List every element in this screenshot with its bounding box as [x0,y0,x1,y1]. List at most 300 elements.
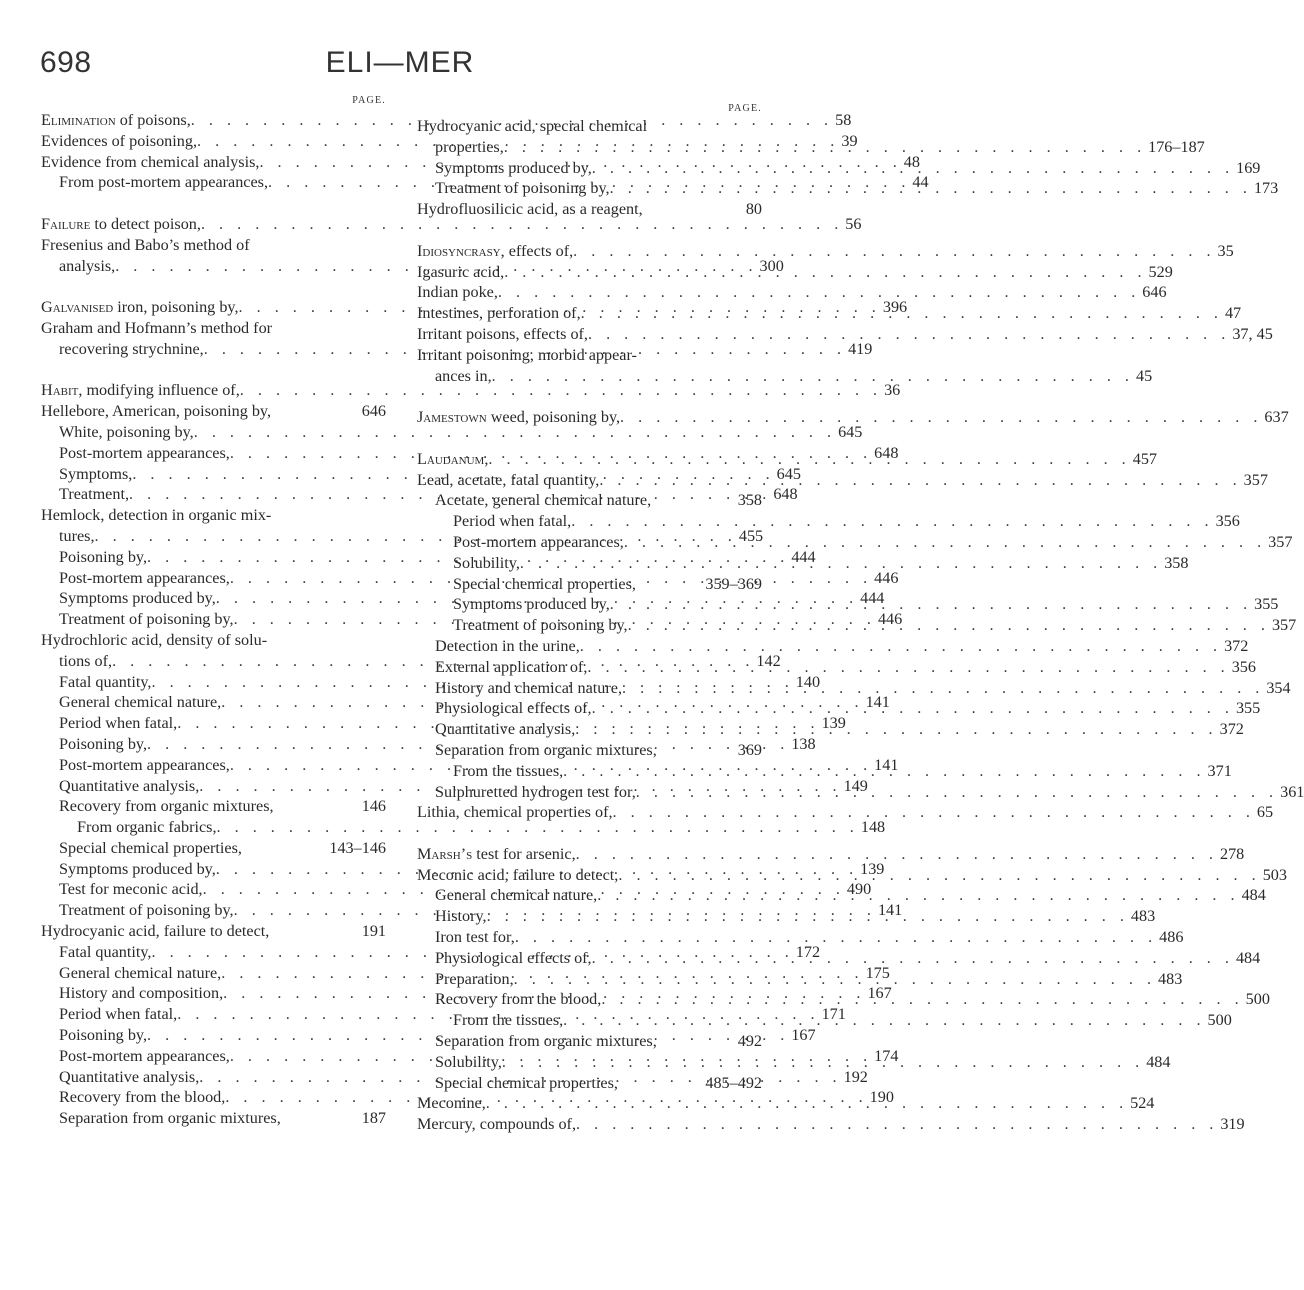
entry-label: Hydrochloric acid, density of solu- [41,630,268,649]
entry-page-ref: 139 [860,859,885,878]
entry-page-ref: 355 [1235,699,1261,718]
dot-leader [620,407,1264,428]
entry-text [435,1031,657,1052]
entry-text [435,782,636,803]
entry-text [59,692,221,713]
entry-text [59,963,221,984]
entry-label: Evidences of poisoning, [41,131,198,150]
entry-label: , modifying influence of, [78,381,240,400]
entry-text [59,172,268,193]
entry-label: Post-mortem appearances, [59,1046,230,1065]
entry-page-ref: 444 [860,589,885,608]
entry-page-ref: 358 [1164,553,1189,572]
dot-leader [592,948,1236,969]
entry-label: Iron test for, [435,928,515,947]
index-entry [417,116,762,137]
entry-page-ref: 187 [361,1109,386,1128]
index-entry [417,927,1184,948]
entry-text [435,137,504,158]
entry-page-ref: 372 [1224,636,1249,655]
entry-text [59,484,129,505]
entry-label: Graham and Hofmann’s method for [41,318,273,337]
entry-page-ref: 446 [877,610,903,629]
entry-text [435,740,657,761]
entry-page-ref: 503 [1262,865,1287,884]
entry-text [435,657,587,678]
entry-label: White, poisoning by, [59,422,194,441]
entry-label: tures, [59,526,95,545]
entry-label: Treatment of poisoning by, [435,179,610,198]
dot-leader [504,137,1148,158]
entry-text [417,865,618,886]
dot-leader [498,282,1142,303]
entry-page-ref: 455 [738,526,764,545]
entry-page-ref: 80 [745,200,762,219]
entry-text [435,158,592,179]
entry-label: General chemical nature, [59,963,222,982]
entry-text [435,178,610,199]
entry-page-ref: 484 [1235,948,1261,967]
entry-text [59,568,230,589]
entry-label: Quantitative analysis, [435,720,576,739]
entry-page-ref: 359–369 [705,574,762,593]
dot-leader [502,1052,1146,1073]
entry-page-ref: 648 [773,485,798,504]
entry-page-ref: 485–492 [705,1073,762,1092]
dot-leader [592,698,1236,719]
entry-label: Post-mortem appearances, [59,443,230,462]
dot-leader [563,761,1207,782]
entry-label: Period when fatal, [453,512,572,531]
entry-lead-term: Failure [41,214,91,233]
dot-leader [581,303,1225,324]
entry-text [41,131,197,152]
entry-text [417,407,620,428]
entry-page-ref: 369 [737,740,762,759]
entry-text [41,380,240,401]
entry-text [59,609,234,630]
entry-text [417,116,647,137]
entry-label: Hydrofluosilicic acid, as a reagent, [417,200,643,219]
entry-page-ref: 37, 45 [1232,324,1273,343]
entry-page-ref: 149 [843,776,868,795]
entry-text [435,906,487,927]
dot-leader [610,594,1254,615]
dot-leader [487,906,1131,927]
entry-page-ref: 167 [867,984,892,1003]
dot-leader [636,782,1280,803]
index-entry [417,1031,762,1052]
entry-text [59,1025,147,1046]
index-entry [41,630,386,651]
entry-page-ref: 138 [791,734,816,753]
entry-label: Quantitative analysis, [59,776,200,795]
entry-label: Acetate, general chemical nature, [435,491,652,510]
entry-label: From post-mortem appearances, [59,173,269,192]
entry-label: Meconine, [417,1094,486,1113]
entry-label: Meconic acid, failure to detect, [417,865,619,884]
entry-text [417,844,576,865]
entry-text [417,282,498,303]
entry-page-ref: 372 [1219,720,1244,739]
entry-label: Treatment of poisoning by, [59,901,234,920]
entry-page-ref: 529 [1148,262,1173,281]
entry-label: Solubility, [453,553,520,572]
entry-label: Recovery from organic mixtures, [59,797,274,816]
dot-leader [599,470,1243,491]
index-entry [41,505,386,526]
entry-label: Preparation, [435,969,514,988]
index-entry [417,740,762,761]
dot-leader [576,844,1220,865]
entry-gap [417,386,762,407]
entry-label: , effects of, [500,241,574,260]
entry-text [59,796,274,817]
entry-text [59,734,147,755]
entry-text [59,464,132,485]
entry-text [435,698,592,719]
entry-label: Separation from organic mixtures, [435,1032,657,1051]
entry-page-ref: 354 [1266,678,1291,697]
entry-page-ref: 146 [361,797,386,816]
entry-text [59,713,177,734]
entry-text [59,422,194,443]
index-entry [417,366,1153,387]
entry-page-ref: 500 [1207,1011,1232,1030]
dot-leader [587,657,1231,678]
entry-page-ref: 190 [869,1088,894,1107]
entry-text [435,636,580,657]
entry-text [435,678,622,699]
index-entry [41,1108,386,1129]
entry-text [59,1046,230,1067]
index-entry [41,214,862,235]
index-entry [41,235,386,256]
entry-label: Post-mortem appearances, [453,532,624,551]
entry-text [59,838,242,859]
dot-leader [486,1093,1130,1114]
entry-page-ref: 173 [1253,179,1279,198]
entry-page-ref: 486 [1159,928,1184,947]
dot-leader [610,178,1254,199]
entry-label: Test for meconic acid, [59,880,203,899]
index-entry [417,636,1249,657]
entry-lead-term: Galvanised [41,298,114,317]
entry-label: Recovery from the blood, [59,1088,226,1107]
entry-label: Lead, acetate, fatal quantity, [417,470,600,489]
entry-label: History and composition, [59,984,224,1003]
entry-label: Physiological effects of, [435,948,592,967]
entry-text [59,547,147,568]
entry-text [59,1087,225,1108]
entry-label: Evidence from chemical analysis, [41,152,260,171]
entry-page-ref: 300 [759,256,784,275]
entry-page-ref: 357 [1243,470,1268,489]
index-entry [41,588,885,609]
entry-page-ref: 140 [795,672,821,691]
entry-label: General chemical nature, [435,886,598,905]
entry-text [453,574,636,595]
entry-label: External application of, [435,657,588,676]
dot-leader [597,885,1241,906]
entry-text [435,490,651,511]
dot-leader [622,678,1266,699]
entry-page-ref: 492 [737,1032,762,1051]
entry-page-ref: 646 [361,402,386,421]
entry-label: Special chemical properties, [59,838,242,857]
dot-leader [575,719,1219,740]
entry-label: test for arsenic, [472,844,576,863]
index-entry [417,844,1245,865]
entry-text [59,776,199,797]
entry-label: Poisoning by, [59,734,147,753]
index-entry [41,796,386,817]
entry-page-ref: 483 [1130,907,1156,926]
entry-label: Treatment, [59,485,129,504]
page-number: 698 [40,46,92,79]
entry-text [435,1073,618,1094]
dot-leader [520,553,1164,574]
index-entry [417,324,1273,345]
entry-label: , [484,449,489,468]
entry-page-ref: 142 [756,651,781,670]
entry-page-ref: 48 [903,152,920,171]
entry-page-ref: 65 [1256,803,1274,822]
entry-label: of poisons, [115,111,191,129]
entry-label: Special chemical properties, [435,1073,618,1092]
entry-page-ref: 171 [821,1005,846,1024]
entry-text [41,318,272,339]
index-entry [417,574,762,595]
entry-text [435,719,575,740]
entry-text [59,1067,199,1088]
entry-text [41,401,271,422]
entry-page-ref: 637 [1264,408,1289,427]
entry-label: Detection in the urine, [435,636,580,655]
index-entry [417,1114,1245,1135]
entry-page-ref: 143–146 [329,838,386,857]
entry-text [435,1052,502,1073]
entry-page-ref: 419 [848,339,873,358]
index-entry [417,532,1293,553]
entry-page-ref: 371 [1207,761,1232,780]
entry-text [59,443,230,464]
entry-label: Post-mortem appearances, [59,755,230,774]
entry-page-ref: 141 [865,693,890,712]
entry-page-ref: 524 [1130,1094,1155,1113]
dot-leader [613,802,1257,823]
entry-label: weed, poisoning by, [486,408,621,427]
dot-leader [592,158,1236,179]
dot-leader [571,511,1215,532]
entry-label: From organic fabrics, [77,818,217,837]
entry-text [435,927,515,948]
entry-text [417,199,643,220]
entry-text [417,802,613,823]
entry-page-ref: 356 [1231,657,1256,676]
page-column-label: PAGE. [352,95,386,106]
entry-page-ref: 192 [843,1067,868,1086]
entry-label: Symptoms, [59,464,133,483]
index-entry [41,838,386,859]
entry-page-ref: 35 [1217,241,1234,260]
entry-page-ref: 191 [361,922,386,941]
entry-label: From the tissues, [453,1011,564,1030]
index-entry [417,511,1240,532]
entry-gap [417,220,762,241]
entry-text [59,942,151,963]
entry-label: Fatal quantity, [59,672,152,691]
entry-text [417,241,573,262]
entry-page-ref: 141 [877,901,903,920]
entry-page-ref: 457 [1132,449,1157,468]
entry-label: Poisoning by, [59,547,147,566]
dot-leader [601,989,1245,1010]
entry-lead-term: Marsh’s [417,844,473,863]
entry-label: Post-mortem appearances, [59,568,230,587]
dot-leader [492,366,1136,387]
entry-text [59,983,223,1004]
index-entry [417,199,762,220]
entry-text [77,817,217,838]
entry-label: Period when fatal, [59,1005,178,1024]
entry-page-ref: 355 [1254,595,1279,614]
entry-text [435,969,514,990]
entry-label: iron, poisoning by, [113,298,239,317]
entry-text [417,1093,486,1114]
entry-page-ref: 357 [1271,616,1297,635]
entry-text [453,532,624,553]
entry-page-ref: 490 [846,880,872,899]
entry-label: Fresenius and Babo’s method of [41,235,250,254]
entry-text [417,262,504,283]
entry-label: tions of, [59,651,113,670]
entry-lead-term: Elimination [41,111,116,129]
entry-label: Treatment of poisoning by, [453,616,628,635]
entry-text [59,672,151,693]
entry-lead-term: Laudanum [417,449,485,468]
entry-page-ref: 169 [1236,158,1261,177]
entry-page-ref: 500 [1245,990,1270,1009]
dot-leader [563,1010,1207,1031]
entry-page-ref: 645 [838,422,863,441]
entry-label: Symptoms produced by, [453,595,610,614]
entry-page-ref: 176–187 [1148,137,1205,156]
entry-page-ref: 446 [874,568,899,587]
entry-text [59,526,95,547]
index-entry [417,345,762,366]
page-column-label: PAGE. [728,103,762,114]
entry-page-ref: 484 [1241,886,1266,905]
entry-label: Hydrocyanic acid, failure to detect, [41,922,270,941]
entry-gap [417,428,762,449]
entry-text [417,324,588,345]
index-entry [41,318,386,339]
entry-page-ref: 58 [835,111,852,129]
entry-text [59,900,234,921]
entry-label: Hellebore, American, poisoning by, [41,402,272,421]
entry-text [41,921,269,942]
index-entry [41,921,386,942]
entry-page-ref: 484 [1146,1052,1171,1071]
entry-label: Symptoms produced by, [59,589,216,608]
dot-leader [488,449,1132,470]
entry-page-ref: 167 [791,1026,816,1045]
entry-text [453,1010,563,1031]
entry-label: Intestines, perforation of, [417,304,581,323]
entry-page-ref: 175 [865,963,890,982]
index-entry [41,401,386,422]
entry-page-ref: 319 [1220,1115,1245,1134]
entry-label: History, [435,907,487,926]
dot-leader [515,927,1159,948]
index-entry [41,380,901,401]
entry-text [41,630,267,651]
entry-page-ref: 141 [874,755,899,774]
entry-text [417,1114,576,1135]
index-entry [41,609,903,630]
entry-label: Hemlock, detection in organic mix- [41,506,272,525]
entry-text [41,214,201,235]
entry-label: History and chemical nature, [435,678,622,697]
entry-label: properties, [435,137,504,156]
entry-text [59,588,216,609]
entry-page-ref: 172 [795,942,821,961]
entry-text [59,339,204,360]
entry-text [41,110,191,131]
index-entry [417,241,1234,262]
entry-page-ref: 356 [1215,512,1240,531]
entry-text [435,989,601,1010]
entry-text [41,297,239,318]
entry-page-ref: 645 [776,464,801,483]
entry-text [59,651,112,672]
entry-page-ref: 45 [1135,366,1153,385]
entry-lead-term: Habit [41,381,79,400]
entry-label: Igasuric acid, [417,262,505,281]
entry-page-ref: 646 [1142,283,1167,302]
entry-page-ref: 44 [912,173,929,192]
entry-page-ref: 39 [841,131,858,150]
index-entry [417,490,762,511]
entry-label: Fatal quantity, [59,942,152,961]
entry-text [435,366,492,387]
index-entry [41,422,863,443]
entry-label: Symptoms produced by, [435,158,592,177]
dot-leader [618,865,1262,886]
entry-label: recovering strychnine, [59,339,204,358]
dot-leader [514,969,1158,990]
entry-text [453,553,520,574]
entry-page-ref: 358 [737,491,762,510]
entry-text [435,885,597,906]
dot-leader [573,241,1217,262]
entry-page-ref: 174 [874,1046,899,1065]
entry-label: Hydrocyanic acid, special chemical [417,117,648,135]
entry-gap [41,360,386,381]
entry-gap [417,823,762,844]
running-head: ELI—MER [325,46,475,79]
entry-label: analysis, [59,256,116,275]
entry-label: Poisoning by, [59,1026,147,1045]
entry-label: Quantitative analysis, [59,1067,200,1086]
entry-label: Lithia, chemical properties of, [417,803,613,822]
entry-text [417,470,599,491]
dot-leader [628,615,1272,636]
dot-leader [576,1114,1220,1135]
entry-text [417,303,581,324]
index-entry [417,802,1274,823]
